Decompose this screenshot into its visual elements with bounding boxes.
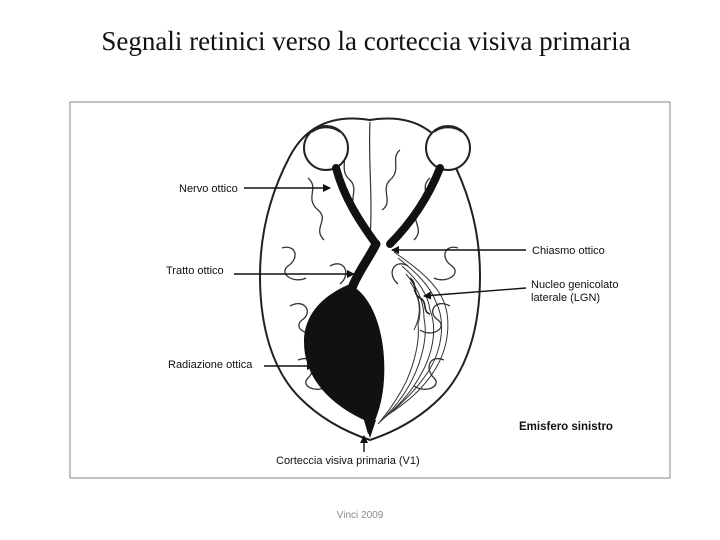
left-eyeball <box>304 126 348 170</box>
label-lgn-line2: laterale (LGN) <box>531 292 601 304</box>
footer-credit: Vinci 2009 <box>336 510 384 521</box>
right-eyeball <box>426 126 470 170</box>
brain-diagram-svg <box>68 98 672 482</box>
label-optic-tract: Tratto ottico <box>166 265 224 277</box>
label-optic-nerve: Nervo ottico <box>179 183 238 195</box>
label-left-hemisphere: Emisfero sinistro <box>519 421 613 433</box>
label-lgn-line1: Nucleo genicolato <box>531 279 619 291</box>
label-optic-radiation: Radiazione ottica <box>168 359 253 371</box>
slide-title: Segnali retinici verso la corteccia visiva primaria <box>101 26 631 56</box>
label-optic-chiasm: Chiasmo ottico <box>532 245 605 257</box>
label-primary-cortex: Corteccia visiva primaria (V1) <box>276 455 420 467</box>
brain-visual-pathway-figure <box>68 98 672 482</box>
